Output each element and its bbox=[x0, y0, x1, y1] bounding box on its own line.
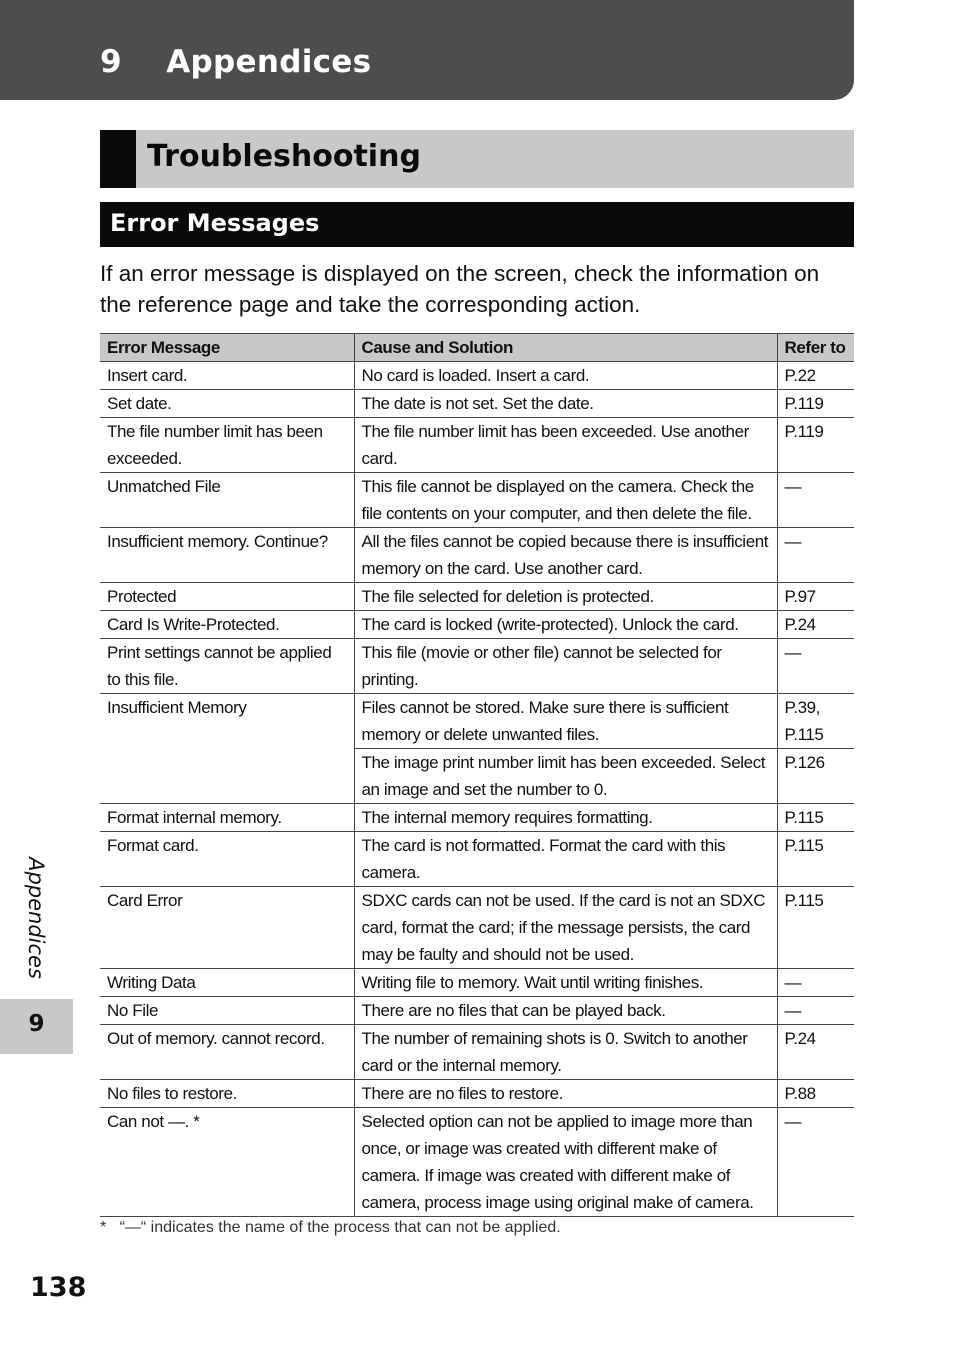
refer-to-cell: P.39, P.115 bbox=[777, 694, 854, 749]
refer-to-cell: P.115 bbox=[777, 887, 854, 969]
error-message-cell: Card Error bbox=[100, 887, 354, 969]
subsection-header-bar bbox=[100, 202, 854, 247]
header-error-message: Error Message bbox=[100, 334, 354, 362]
error-message-cell: Insert card. bbox=[100, 362, 354, 390]
refer-to-cell: P.24 bbox=[777, 1025, 854, 1080]
chapter-title bbox=[100, 44, 371, 80]
section-header-bar bbox=[100, 130, 854, 188]
refer-to-cell: P.97 bbox=[777, 583, 854, 611]
footnote: * “—“ indicates the name of the process that can not be applied. bbox=[100, 1219, 561, 1236]
side-tab-label: Appendices bbox=[24, 857, 48, 979]
table-row bbox=[100, 1108, 854, 1217]
header-refer-to: Refer to bbox=[777, 334, 854, 362]
cause-solution-cell: All the files cannot be copied because there is insufficient memory on the card. Use another card. bbox=[354, 528, 777, 583]
table-row bbox=[100, 418, 854, 473]
refer-to-cell: — bbox=[777, 997, 854, 1025]
refer-to-cell: P.88 bbox=[777, 1080, 854, 1108]
table-row bbox=[100, 832, 854, 887]
error-message-cell: Set date. bbox=[100, 390, 354, 418]
error-messages-table bbox=[100, 333, 854, 1217]
refer-to-cell: — bbox=[777, 528, 854, 583]
side-tab-chapter-box bbox=[0, 999, 73, 1054]
refer-to-cell: — bbox=[777, 969, 854, 997]
error-message-cell: Print settings cannot be applied to this file. bbox=[100, 639, 354, 694]
refer-to-cell: P.126 bbox=[777, 749, 854, 804]
refer-to-cell: P.115 bbox=[777, 804, 854, 832]
chapter-number: 9 bbox=[100, 44, 122, 80]
refer-to-cell: P.22 bbox=[777, 362, 854, 390]
error-message-cell: The file number limit has been exceeded. bbox=[100, 418, 354, 473]
error-message-cell: Insufficient Memory bbox=[100, 694, 354, 804]
error-message-cell: Format card. bbox=[100, 832, 354, 887]
table-row bbox=[100, 583, 854, 611]
error-message-cell: Format internal memory. bbox=[100, 804, 354, 832]
table-row bbox=[100, 639, 854, 694]
chapter-header-bar bbox=[0, 0, 854, 100]
refer-to-cell: P.119 bbox=[777, 390, 854, 418]
cause-solution-cell: The image print number limit has been exceeded. Select an image and set the number to 0. bbox=[354, 749, 777, 804]
error-message-cell: No files to restore. bbox=[100, 1080, 354, 1108]
section-title: Troubleshooting bbox=[147, 139, 421, 174]
error-message-cell: Insufficient memory. Continue? bbox=[100, 528, 354, 583]
page-number: 138 bbox=[30, 1272, 87, 1303]
table-row bbox=[100, 473, 854, 528]
refer-to-cell: P.24 bbox=[777, 611, 854, 639]
refer-to-cell: P.119 bbox=[777, 418, 854, 473]
error-message-cell: Protected bbox=[100, 583, 354, 611]
cause-solution-cell: The file number limit has been exceeded. Use another card. bbox=[354, 418, 777, 473]
cause-solution-cell: The internal memory requires formatting. bbox=[354, 804, 777, 832]
subsection-title: Error Messages bbox=[110, 209, 320, 237]
refer-to-cell: — bbox=[777, 473, 854, 528]
table-row bbox=[100, 1025, 854, 1080]
refer-to-cell: — bbox=[777, 1108, 854, 1217]
table-row bbox=[100, 362, 854, 390]
table-header-row bbox=[100, 334, 854, 362]
cause-solution-cell: The date is not set. Set the date. bbox=[354, 390, 777, 418]
error-message-cell: No File bbox=[100, 997, 354, 1025]
error-message-cell: Card Is Write-Protected. bbox=[100, 611, 354, 639]
error-message-cell: Unmatched File bbox=[100, 473, 354, 528]
cause-solution-cell: The number of remaining shots is 0. Switch to another card or the internal memory. bbox=[354, 1025, 777, 1080]
section-marker-block bbox=[100, 130, 136, 188]
table-row bbox=[100, 997, 854, 1025]
cause-solution-cell: The file selected for deletion is protected. bbox=[354, 583, 777, 611]
table-row bbox=[100, 969, 854, 997]
cause-solution-cell: This file (movie or other file) cannot be selected for printing. bbox=[354, 639, 777, 694]
chapter-name: Appendices bbox=[166, 44, 372, 80]
refer-to-cell: — bbox=[777, 639, 854, 694]
table-row bbox=[100, 390, 854, 418]
table-body bbox=[100, 362, 854, 1217]
table-row bbox=[100, 528, 854, 583]
error-message-cell: Out of memory. cannot record. bbox=[100, 1025, 354, 1080]
cause-solution-cell: Writing file to memory. Wait until writing finishes. bbox=[354, 969, 777, 997]
cause-solution-cell: There are no files to restore. bbox=[354, 1080, 777, 1108]
table-row bbox=[100, 887, 854, 969]
error-message-cell: Writing Data bbox=[100, 969, 354, 997]
cause-solution-cell: No card is loaded. Insert a card. bbox=[354, 362, 777, 390]
cause-solution-cell: Selected option can not be applied to image more than once, or image was created with different make of camera. If image was created with different make of camera, process image using original make of camera. bbox=[354, 1108, 777, 1217]
table-row bbox=[100, 611, 854, 639]
side-tab-number: 9 bbox=[28, 1011, 45, 1037]
refer-to-cell: P.115 bbox=[777, 832, 854, 887]
cause-solution-cell: There are no files that can be played back. bbox=[354, 997, 777, 1025]
cause-solution-cell: The card is locked (write-protected). Unlock the card. bbox=[354, 611, 777, 639]
header-cause-solution: Cause and Solution bbox=[354, 334, 777, 362]
error-message-cell: Can not —. * bbox=[100, 1108, 354, 1217]
table-row bbox=[100, 804, 854, 832]
cause-solution-cell: This file cannot be displayed on the camera. Check the file contents on your computer, and then delete the file. bbox=[354, 473, 777, 528]
cause-solution-cell: The card is not formatted. Format the card with this camera. bbox=[354, 832, 777, 887]
table-row bbox=[100, 1080, 854, 1108]
intro-paragraph: If an error message is displayed on the screen, check the information on the reference page and take the corresponding action. bbox=[100, 261, 820, 317]
cause-solution-cell: SDXC cards can not be used. If the card is not an SDXC card, format the card; if the message persists, the card may be faulty and should not be used. bbox=[354, 887, 777, 969]
cause-solution-cell: Files cannot be stored. Make sure there is sufficient memory or delete unwanted files. bbox=[354, 694, 777, 749]
table-row bbox=[100, 694, 854, 749]
